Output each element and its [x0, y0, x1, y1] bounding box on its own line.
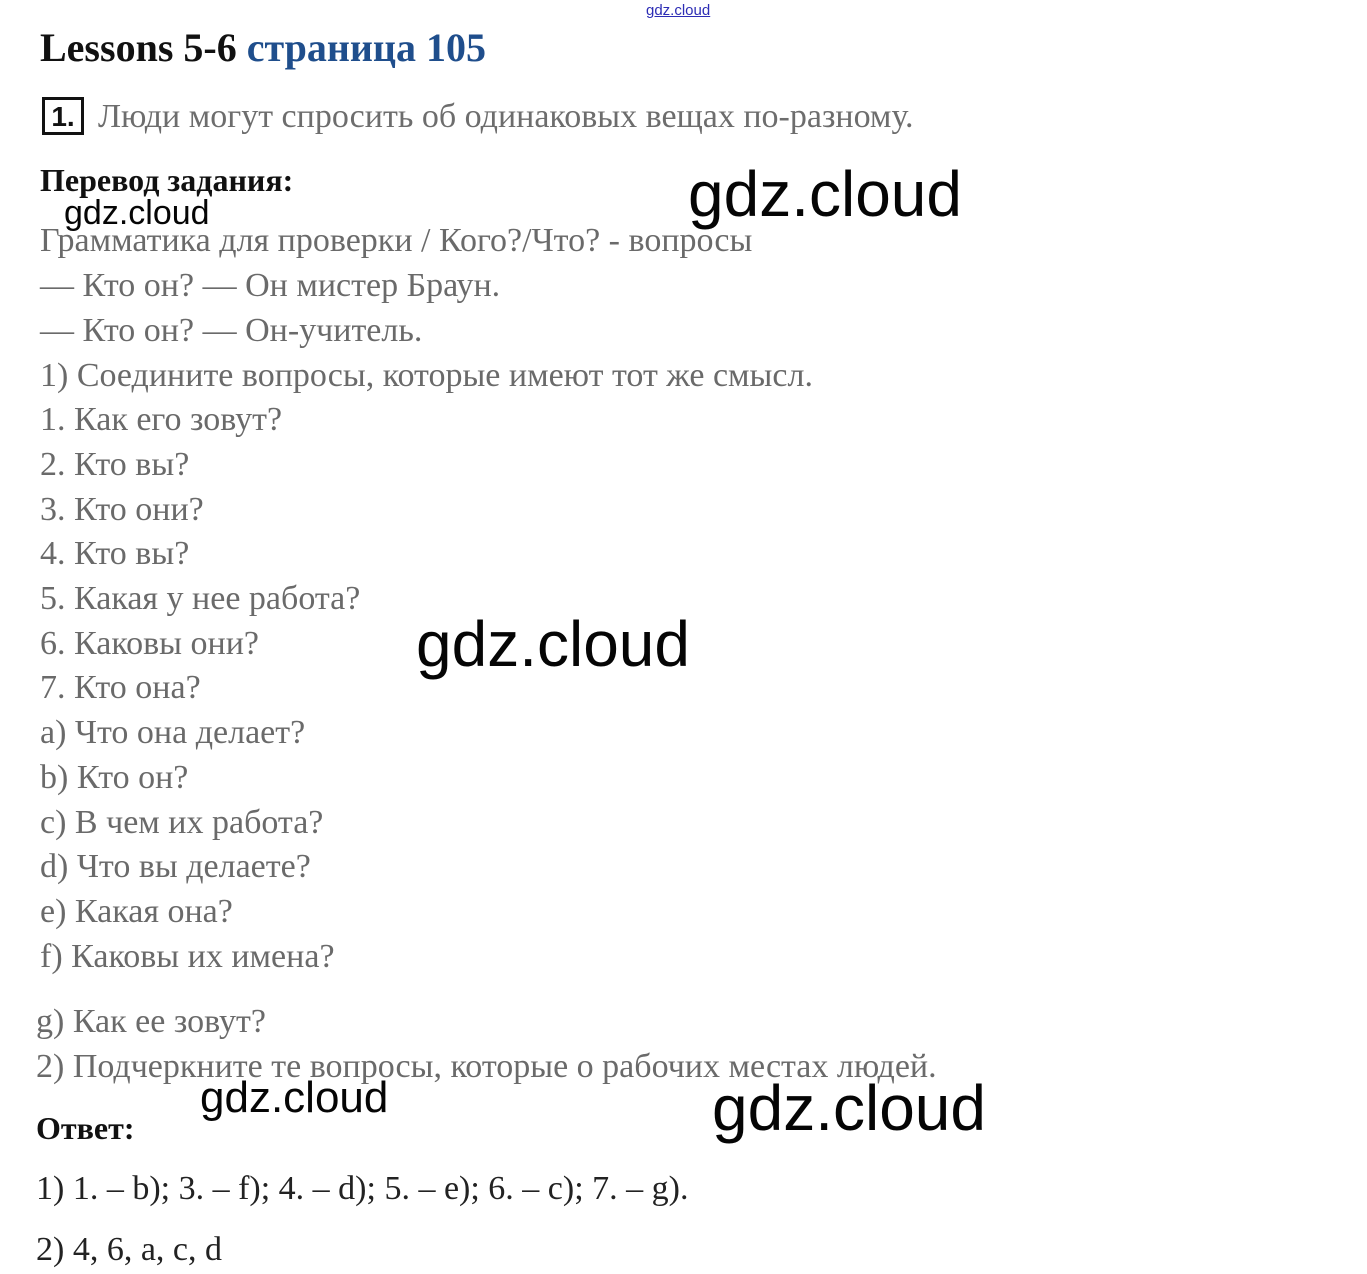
translation-line: 1. Как его зовут? — [40, 401, 283, 438]
task-number-box: 1. — [42, 97, 84, 135]
answer-heading: Ответ: — [36, 1110, 135, 1146]
translation-line: 1) Соедините вопросы, которые имеют тот же смысл. — [40, 357, 813, 394]
watermark: gdz.cloud — [200, 1073, 389, 1122]
translation-line: d) Что вы делаете? — [40, 848, 311, 885]
translation-line: Грамматика для проверки / Кого?/Что? - вопросы — [40, 222, 753, 259]
translation-line: e) Какая она? — [40, 893, 233, 930]
answer-line: 2) 4, 6, a, c, d — [36, 1231, 223, 1268]
task-text: Люди могут спросить об одинаковых вещах по-разному. — [98, 98, 914, 135]
watermark: gdz.cloud — [64, 194, 210, 232]
answer-line: 1) 1. – b); 3. – f); 4. – d); 5. – e); 6. – c); 7. – g). — [36, 1170, 689, 1207]
translation-line: 4. Кто вы? — [40, 535, 190, 572]
translation-line: 2. Кто вы? — [40, 446, 190, 483]
watermark: gdz.cloud — [688, 158, 962, 230]
translation-line: a) Что она делает? — [40, 714, 306, 751]
top-watermark-link[interactable]: gdz.cloud — [646, 2, 711, 19]
translation-line: g) Как ее зовут? — [36, 1003, 266, 1040]
translation-line: — Кто он? — Он мистер Браун. — [40, 267, 501, 304]
translation-line: c) В чем их работа? — [40, 804, 324, 841]
translation-line: 2) Подчеркните те вопросы, которые о рабочих местах людей. — [36, 1048, 937, 1085]
translation-line: 6. Каковы они? — [40, 625, 259, 662]
translation-line: 3. Кто они? — [40, 491, 204, 528]
title-lessons: Lessons 5-6 — [40, 25, 237, 70]
translation-line: f) Каковы их имена? — [40, 938, 335, 975]
title-page-ref: страница 105 — [246, 25, 486, 70]
translation-line: — Кто он? — Он-учитель. — [40, 312, 423, 349]
watermark: gdz.cloud — [712, 1072, 986, 1144]
watermark: gdz.cloud — [416, 608, 690, 680]
translation-line: 7. Кто она? — [40, 669, 201, 706]
translation-line: 5. Какая у нее работа? — [40, 580, 361, 617]
translation-heading: Перевод задания: — [40, 162, 294, 198]
page-title — [40, 24, 486, 72]
translation-line: b) Кто он? — [40, 759, 189, 796]
